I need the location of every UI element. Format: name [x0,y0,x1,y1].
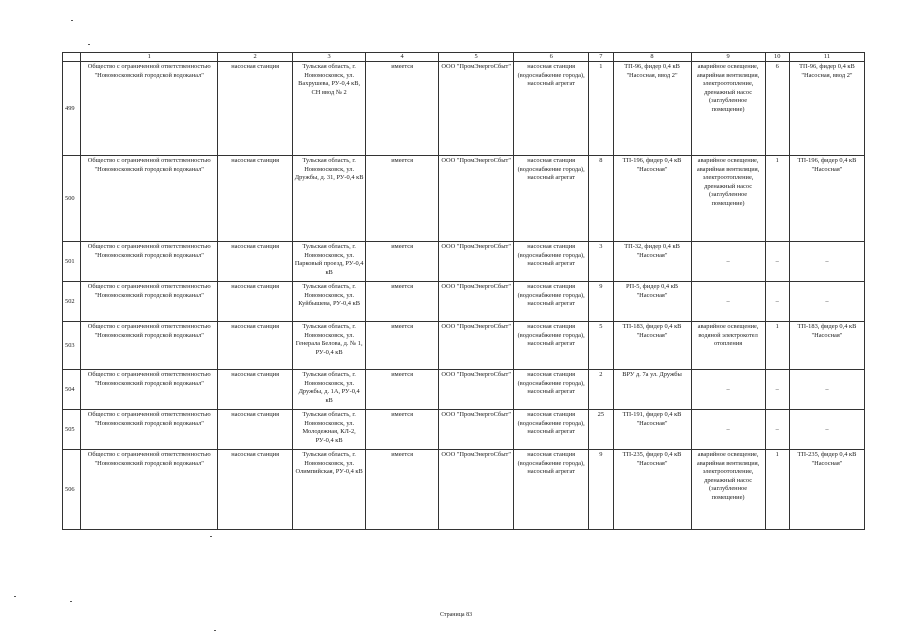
organization-cell: ООО "ПромЭнергоСбыт" [439,410,514,450]
organization-cell: ООО "ПромЭнергоСбыт" [439,62,514,156]
load-cell: аварийное освещение, водяной электрокотел отопления [691,322,765,370]
row-number-cell: 504 [63,370,81,410]
feeder2-cell: ТП-96, фидер 0,4 кВ "Насосная, ввод 2" [789,62,864,156]
row-number-cell: 506 [63,450,81,530]
header-cell: 2 [218,53,293,62]
facility-type-cell: насосная станция [218,322,293,370]
owner-cell: Общество с ограниченной ответственностью "Новомосковский городской водоканал" [81,242,218,282]
status-cell: имеется [366,156,439,242]
scan-speck [14,596,16,597]
status-cell: имеется [366,410,439,450]
row-number-cell: 501 [63,242,81,282]
status-cell: имеется [366,242,439,282]
page-number: Страница 83 [440,612,473,618]
purpose-cell: насосная станция (водоснабжение города), насосный агрегат [514,370,589,410]
table-row [63,62,865,156]
row-number-cell: 499 [63,62,81,156]
purpose-cell: насосная станция (водоснабжение города), насосный агрегат [514,242,589,282]
facility-type-cell: насосная станция [218,282,293,322]
row-number-cell: 503 [63,322,81,370]
scan-speck [70,601,72,602]
quantity-cell: 8 [589,156,613,242]
facility-type-cell: насосная станция [218,242,293,282]
row-number-cell: 502 [63,282,81,322]
register-table [62,52,865,530]
status-cell: имеется [366,450,439,530]
header-row [63,53,865,62]
load-cell: аварийное освещение, аварийная вентиляция, электроотопление, дренажный насос (заглубленное помещение) [691,450,765,530]
load-cell: – [691,282,765,322]
row-number-cell: 505 [63,410,81,450]
table-row [63,156,865,242]
feeder-cell: ТП-183, фидер 0,4 кВ "Насосная" [613,322,691,370]
purpose-cell: насосная станция (водоснабжение города), насосный агрегат [514,282,589,322]
scan-speck [88,44,90,45]
quantity2-cell: – [765,282,789,322]
table-row [63,322,865,370]
organization-cell: ООО "ПромЭнергоСбыт" [439,370,514,410]
facility-type-cell: насосная станция [218,370,293,410]
owner-cell: Общество с ограниченной ответственностью "Новомосковский городской водоканал" [81,156,218,242]
owner-cell: Общество с ограниченной ответственностью "Новомосковский городской водоканал" [81,62,218,156]
owner-cell: Общество с ограниченной ответственностью "Новомосковский городской водоканал" [81,322,218,370]
row-number-cell: 500 [63,156,81,242]
purpose-cell: насосная станция (водоснабжение города), насосный агрегат [514,156,589,242]
feeder-cell: ТП-196, фидер 0,4 кВ "Насосная" [613,156,691,242]
header-cell: 9 [691,53,765,62]
table-row [63,370,865,410]
organization-cell: ООО "ПромЭнергоСбыт" [439,156,514,242]
table-row [63,410,865,450]
purpose-cell: насосная станция (водоснабжение города), насосный агрегат [514,62,589,156]
header-cell: 11 [789,53,864,62]
header-cell: 4 [366,53,439,62]
quantity2-cell: 1 [765,322,789,370]
quantity2-cell: 6 [765,62,789,156]
quantity-cell: 9 [589,282,613,322]
load-cell: – [691,370,765,410]
address-cell: Тульская область, г. Новомосковск, ул. Вахрушева, РУ-0,4 кВ, СН ввод № 2 [293,62,366,156]
header-cell: 6 [514,53,589,62]
quantity2-cell: – [765,370,789,410]
address-cell: Тульская область, г. Новомосковск, ул. Куйбышева, РУ-0,4 кВ [293,282,366,322]
status-cell: имеется [366,62,439,156]
purpose-cell: насосная станция (водоснабжение города), насосный агрегат [514,450,589,530]
quantity-cell: 2 [589,370,613,410]
scan-speck [71,20,73,21]
feeder-cell: ТП-32, фидер 0,4 кВ "Насосная" [613,242,691,282]
facility-type-cell: насосная станция [218,62,293,156]
quantity2-cell: 1 [765,450,789,530]
feeder2-cell: – [789,370,864,410]
purpose-cell: насосная станция (водоснабжение города), насосный агрегат [514,410,589,450]
purpose-cell: насосная станция (водоснабжение города), насосный агрегат [514,322,589,370]
quantity-cell: 5 [589,322,613,370]
quantity-cell: 25 [589,410,613,450]
feeder-cell: ТП-96, фидер 0,4 кВ "Насосная, ввод 2" [613,62,691,156]
feeder2-cell: ТП-196, фидер 0,4 кВ "Насосная" [789,156,864,242]
feeder-cell: ВРУ д. 7а ул. Дружбы [613,370,691,410]
load-cell: аварийное освещение, аварийная вентиляция, электроотопление, дренажный насос (заглубленное помещение) [691,156,765,242]
feeder-cell: РП-5, фидер 0,4 кВ "Насосная" [613,282,691,322]
feeder2-cell: – [789,282,864,322]
feeder2-cell: – [789,410,864,450]
load-cell: – [691,410,765,450]
address-cell: Тульская область, г. Новомосковск, ул. Парковый проезд, РУ-0,4 кВ [293,242,366,282]
header-cell: 8 [613,53,691,62]
quantity2-cell: 1 [765,156,789,242]
facility-type-cell: насосная станция [218,156,293,242]
owner-cell: Общество с ограниченной ответственностью "Новомосковский городской водоканал" [81,282,218,322]
address-cell: Тульская область, г. Новомосковск, ул. Молодежная, КЛ-2, РУ-0,4 кВ [293,410,366,450]
organization-cell: ООО "ПромЭнергоСбыт" [439,450,514,530]
load-cell: – [691,242,765,282]
facility-type-cell: насосная станция [218,450,293,530]
feeder2-cell: ТП-183, фидер 0,4 кВ "Насосная" [789,322,864,370]
address-cell: Тульская область, г. Новомосковск, ул. Дружбы, д. 1А, РУ-0,4 кВ [293,370,366,410]
feeder-cell: ТП-191, фидер 0,4 кВ "Насосная" [613,410,691,450]
feeder2-cell: – [789,242,864,282]
header-cell: 5 [439,53,514,62]
quantity-cell: 1 [589,62,613,156]
feeder2-cell: ТП-235, фидер 0,4 кВ "Насосная" [789,450,864,530]
header-cell-blank [63,53,81,62]
organization-cell: ООО "ПромЭнергоСбыт" [439,282,514,322]
status-cell: имеется [366,370,439,410]
load-cell: аварийное освещение, аварийная вентиляция, электроотопление, дренажный насос (заглубленное помещение) [691,62,765,156]
feeder-cell: ТП-235, фидер 0,4 кВ "Насосная" [613,450,691,530]
quantity2-cell: – [765,242,789,282]
table-row [63,242,865,282]
status-cell: имеется [366,322,439,370]
address-cell: Тульская область, г. Новомосковск, ул. Генерала Белова, д. № 1, РУ-0,4 кВ [293,322,366,370]
organization-cell: ООО "ПромЭнергоСбыт" [439,322,514,370]
header-cell: 10 [765,53,789,62]
owner-cell: Общество с ограниченной ответственностью "Новомосковский городской водоканал" [81,370,218,410]
header-cell: 7 [589,53,613,62]
organization-cell: ООО "ПромЭнергоСбыт" [439,242,514,282]
header-cell: 3 [293,53,366,62]
status-cell: имеется [366,282,439,322]
scan-speck [210,536,212,537]
table-row [63,282,865,322]
owner-cell: Общество с ограниченной ответственностью "Новомосковский городской водоканал" [81,410,218,450]
owner-cell: Общество с ограниченной ответственностью "Новомосковский городской водоканал" [81,450,218,530]
scan-speck [214,630,216,631]
table-row [63,450,865,530]
header-cell: 1 [81,53,218,62]
quantity-cell: 9 [589,450,613,530]
quantity-cell: 3 [589,242,613,282]
address-cell: Тульская область, г. Новомосковск, ул. Дружбы, д. 31, РУ-0,4 кВ [293,156,366,242]
facility-type-cell: насосная станция [218,410,293,450]
quantity2-cell: – [765,410,789,450]
address-cell: Тульская область, г. Новомосковск, ул. Олимпийская, РУ-0,4 кВ [293,450,366,530]
